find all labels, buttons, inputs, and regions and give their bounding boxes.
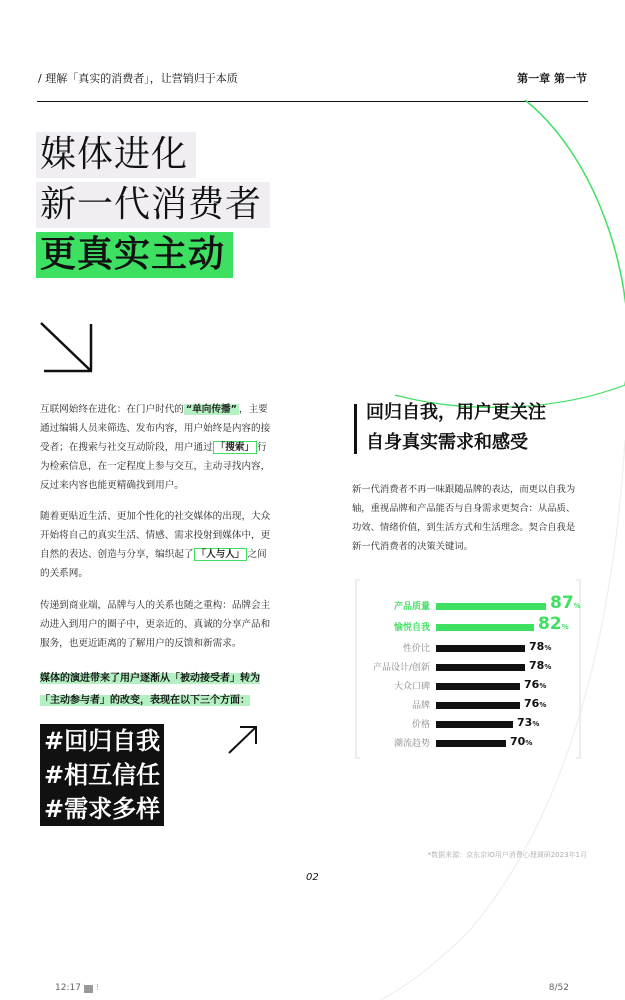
chart-value-label: 82% — [538, 614, 569, 634]
subhead: 回归自我，用户更关注 自身真实需求和感受 — [366, 402, 546, 453]
chart-row — [356, 735, 596, 751]
bar-chart — [356, 580, 582, 756]
chart-category-label: 产品质量 — [393, 602, 430, 612]
chart-value-label: 87% — [550, 593, 581, 613]
chart-row — [356, 659, 596, 675]
chart-value-label: 76% — [524, 697, 547, 710]
chart-value-label: 78% — [529, 640, 552, 653]
title-line-1: 媒体进化 — [36, 132, 196, 178]
hashtag-mutual-trust: #相互信任 — [40, 758, 164, 792]
menu-dots-icon: ⁝ — [96, 983, 99, 993]
chart-bar — [436, 624, 534, 631]
highlight-note: 媒体的演进带来了用户逐渐从「被动接受者」转为 「主动参与者」的改变，表现在以下三个方面： — [40, 673, 260, 706]
chart-row — [356, 593, 596, 614]
arrow-down-right-icon — [38, 320, 96, 376]
paragraph-business: 传递到商业端，品牌与人的关系也随之重构：品牌会主动进入到用户的圈子中，更亲近的、真诚的分享产品和服务，也更近距离的了解用户的反馈和新需求。 — [40, 600, 271, 649]
chart-category-label: 价格 — [411, 720, 430, 730]
arrow-up-right-icon — [226, 724, 260, 756]
chart-bar — [436, 603, 546, 610]
chart-bar — [436, 702, 520, 709]
chart-category-label: 品牌 — [411, 701, 430, 711]
chart-bar — [436, 645, 525, 652]
highlight-one-way: “单向传播” — [185, 404, 237, 415]
chart-row — [356, 678, 596, 694]
chart-category-label: 产品设计/创新 — [372, 663, 430, 673]
header-section-title: / 理解「真实的消费者」，让营销归于本质 — [38, 72, 238, 85]
chart-category-label: 大众口碑 — [393, 682, 430, 692]
hashtag-return-self: #回归自我 — [40, 724, 164, 758]
chart-value-label: 76% — [524, 678, 547, 691]
chart-category-label: 愉悦自我 — [393, 623, 430, 633]
subhead-body: 新一代消费者不再一味跟随品牌的表达，而更以自我为轴，重视品牌和产品能否与自身需求更契合：从品质、功效、情绪价值，到生活方式和生活理念。契合自我是新一代消费者的决策关键词。 — [352, 484, 576, 552]
page-number: 02 — [306, 872, 319, 883]
chart-row — [356, 640, 596, 656]
header-chapter-label: 第一章 第一节 — [517, 72, 587, 85]
chart-bar — [436, 740, 506, 747]
highlight-people: 「人与人」 — [194, 548, 248, 561]
title-line-3: 更真实主动 — [36, 232, 233, 278]
chart-value-label: 78% — [529, 659, 552, 672]
hashtag-diverse-needs: #需求多样 — [40, 792, 164, 826]
paragraph-social-media: 随着更贴近生活、更加个性化的社交媒体的出现，大众开始将自己的真实生活、情感、需求投射到媒体中，更自然的表达、创造与分享，编织起了 「人与人」 之间的关系网。 — [40, 511, 271, 579]
chart-bar — [436, 664, 525, 671]
highlight-search: 「搜索」 — [213, 441, 257, 454]
chart-row — [356, 716, 596, 732]
subhead-bar — [354, 404, 357, 454]
chart-row — [356, 614, 596, 635]
chart-value-label: 73% — [517, 716, 540, 729]
data-source: *数据来源：京东京IO用户消费心理调研2023年1月 — [427, 851, 587, 859]
chart-row — [356, 697, 596, 713]
chart-category-label: 性价比 — [402, 644, 430, 654]
paragraph-media-evolution: 互联网始终在进化：在门户时代的 “单向传播” ，主要通过编辑人员来筛选、发布内容，用户始终是内容的接受者；在搜索与社交互动阶段，用户通过 「搜索」 行为检索信息，在一定程度上参与交互，主动寻找内容，反过来内容也能更精确找到用户。 — [40, 404, 271, 491]
title-line-2: 新一代消费者 — [36, 182, 270, 228]
chart-value-label: 70% — [510, 735, 533, 748]
chart-category-label: 潮流趋势 — [393, 739, 430, 749]
battery-icon — [84, 985, 93, 993]
reader-page-indicator: 8/52 — [548, 983, 569, 993]
chart-bar — [436, 683, 520, 690]
status-time: 12:17 — [55, 983, 81, 993]
chart-bar — [436, 721, 513, 728]
